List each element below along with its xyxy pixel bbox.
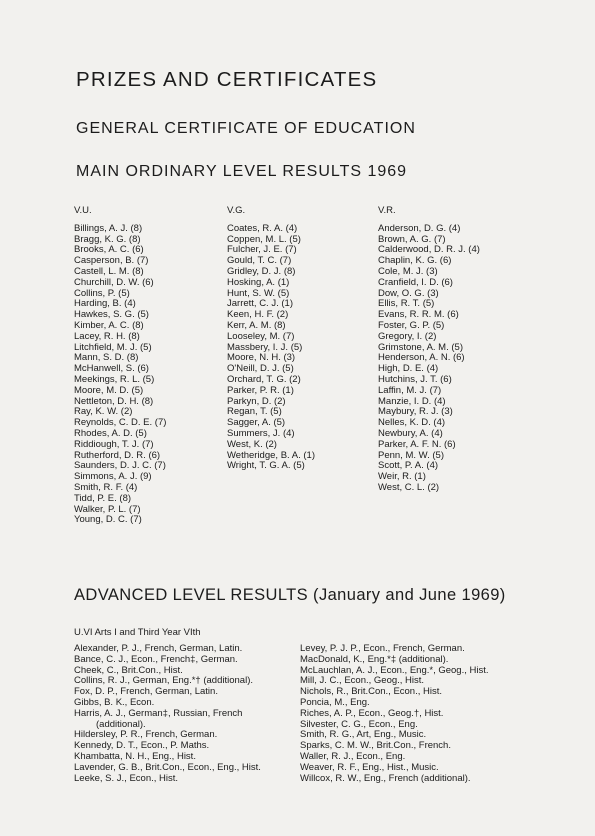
list-item: Rutherford, D. R. (6) xyxy=(74,449,161,461)
name-list xyxy=(378,224,480,494)
list-item: Levey, P. J. P., Econ., French, German. xyxy=(300,643,465,654)
list-item: Riches, A. P., Econ., Geog.†, Hist. xyxy=(300,707,444,719)
form-column-vr xyxy=(378,206,480,494)
list-item: Gibbs, B. K., Econ. xyxy=(74,696,155,708)
list-item: Willcox, R. W., Eng., French (additional). xyxy=(300,772,471,784)
list-item: Lavender, G. B., Brit.Con., Econ., Eng., Hist. xyxy=(74,761,261,773)
list-item: Nichols, R., Brit.Con., Econ., Hist. xyxy=(300,686,443,698)
list-item: Smith, R. F. (4) xyxy=(74,481,138,493)
list-item: Simmons, A. J. (9) xyxy=(74,471,152,483)
list-item: Grimstone, A. M. (5) xyxy=(378,341,463,353)
list-item: Coates, R. A. (4) xyxy=(227,222,298,234)
list-item: MacDonald, K., Eng.*‡ (additional). xyxy=(300,653,449,665)
list-item: Calderwood, D. R. J. (4) xyxy=(378,244,480,256)
list-item: Castell, L. M. (8) xyxy=(74,265,144,277)
name-list xyxy=(227,224,315,472)
list-item: Rhodes, A. D. (5) xyxy=(74,427,147,439)
list-item: Leeke, S. J., Econ., Hist. xyxy=(74,772,179,784)
list-item: Harding, B. (4) xyxy=(74,298,136,310)
list-item: Parkyn, D. (2) xyxy=(227,395,286,407)
list-item: Regan, T. (5) xyxy=(227,406,282,418)
list-item: Mann, S. D. (8) xyxy=(74,352,139,364)
list-item: Evans, R. R. M. (6) xyxy=(378,309,459,321)
form-column-vg xyxy=(227,206,315,472)
list-item: Penn, M. W. (5) xyxy=(378,449,444,461)
name-list xyxy=(74,224,166,526)
list-item: O'Neill, D. J. (5) xyxy=(227,363,294,375)
list-item: Walker, P. L. (7) xyxy=(74,503,141,515)
list-item: Churchill, D. W. (6) xyxy=(74,276,154,288)
list-item: Kimber, A. C. (8) xyxy=(74,319,144,331)
list-item: Henderson, A. N. (6) xyxy=(378,352,465,364)
list-item: Hunt, S. W. (5) xyxy=(227,287,290,299)
list-item: Mill, J. C., Econ., Geog., Hist. xyxy=(300,675,425,687)
list-item: Laffin, M. J. (7) xyxy=(378,384,442,396)
list-item: Nettleton, D. H. (8) xyxy=(74,395,154,407)
list-item: Meekings, R. L. (5) xyxy=(74,373,155,385)
list-item: Reynolds, C. D. E. (7) xyxy=(74,417,167,429)
list-item: Young, D. C. (7) xyxy=(74,514,142,526)
page-subtitle: GENERAL CERTIFICATE OF EDUCATION xyxy=(76,120,416,137)
list-item: Parker, A. F. N. (6) xyxy=(378,438,456,450)
list-item: Cole, M. J. (3) xyxy=(378,265,438,277)
list-item: Poncia, M., Eng. xyxy=(300,696,370,708)
advanced-level-subheading: U.VI Arts I and Third Year VIth xyxy=(74,627,201,638)
list-item: Hildersley, P. R., French, German. xyxy=(74,729,218,741)
list-item: Scott, P. A. (4) xyxy=(378,460,439,472)
form-column-vu xyxy=(74,206,166,526)
list-item: Sparks, C. M. W., Brit.Con., French. xyxy=(300,740,451,752)
list-item: Tidd, P. E. (8) xyxy=(74,492,132,504)
list-item: Collins, P. (5) xyxy=(74,287,130,299)
list-item: Harris, A. J., German‡, Russian, French (additional). xyxy=(74,707,243,730)
list-item: Orchard, T. G. (2) xyxy=(227,373,301,385)
list-item: Foster, G. P. (5) xyxy=(378,319,445,331)
list-item: Maybury, R. J. (3) xyxy=(378,406,453,418)
list-item: Coppen, M. L. (5) xyxy=(227,233,301,245)
page-title: PRIZES AND CERTIFICATES xyxy=(76,68,378,91)
list-item: Jarrett, C. J. (1) xyxy=(227,298,293,310)
list-item: Ellis, R. T. (5) xyxy=(378,298,435,310)
list-item: Sagger, A. (5) xyxy=(227,417,286,429)
list-item: McLauchlan, A. J., Econ., Eng.*, Geog., Hist. xyxy=(300,664,489,676)
list-item: Summers, J. (4) xyxy=(227,427,295,439)
list-item: Dow, O. G. (3) xyxy=(378,287,439,299)
list-item: Khambatta, N. H., Eng., Hist. xyxy=(74,750,196,762)
list-item: Hutchins, J. T. (6) xyxy=(378,373,452,385)
list-item: Cranfield, I. D. (6) xyxy=(378,276,453,288)
list-item: Massbery, I. J. (5) xyxy=(227,341,303,353)
list-item: Parker, P. R. (1) xyxy=(227,384,294,396)
list-item: West, K. (2) xyxy=(227,438,277,450)
list-item: Riddiough, T. J. (7) xyxy=(74,438,154,450)
list-item: Brown, A. G. (7) xyxy=(378,233,446,245)
list-item: Cheek, C., Brit.Con., Hist. xyxy=(74,664,183,676)
list-item: Casperson, B. (7) xyxy=(74,255,149,267)
list-item: Weir, R. (1) xyxy=(378,471,426,483)
advanced-level-heading: ADVANCED LEVEL RESULTS (January and June 1969) xyxy=(74,586,506,604)
list-item: Gregory, I. (2) xyxy=(378,330,437,342)
list-item: Wetheridge, B. A. (1) xyxy=(227,449,316,461)
list-item: Anderson, D. G. (4) xyxy=(378,222,461,234)
list-item: Billings, A. J. (8) xyxy=(74,222,143,234)
list-item: Kerr, A. M. (8) xyxy=(227,319,286,331)
list-item: Gould, T. C. (7) xyxy=(227,255,292,267)
list-item: Gridley, D. J. (8) xyxy=(227,265,296,277)
ordinary-level-heading: MAIN ORDINARY LEVEL RESULTS 1969 xyxy=(76,163,408,180)
list-item: Smith, R. G., Art, Eng., Music. xyxy=(300,729,427,741)
list-item: Keen, H. F. (2) xyxy=(227,309,289,321)
list-item: Kennedy, D. T., Econ., P. Maths. xyxy=(74,740,210,752)
list-item: Looseley, M. (7) xyxy=(227,330,295,342)
list-item: West, C. L. (2) xyxy=(378,481,440,493)
list-item: Brooks, A. C. (6) xyxy=(74,244,144,256)
list-item: High, D. E. (4) xyxy=(378,363,439,375)
list-item: Fox, D. P., French, German, Latin. xyxy=(74,686,218,698)
list-item: Manzie, I. D. (4) xyxy=(378,395,446,407)
list-item: Bragg, K. G. (8) xyxy=(74,233,141,245)
advanced-results-left xyxy=(74,644,294,784)
list-item: Waller, R. J., Econ., Eng. xyxy=(300,750,406,762)
list-item: McHanwell, S. (6) xyxy=(74,363,149,375)
list-item: Alexander, P. J., French, German, Latin. xyxy=(74,643,243,654)
list-item: Hawkes, S. G. (5) xyxy=(74,309,149,321)
list-item: Bance, C. J., Econ., French‡, German. xyxy=(74,653,238,665)
list-item: Chaplin, K. G. (6) xyxy=(378,255,452,267)
list-item: Moore, M. D. (5) xyxy=(74,384,144,396)
list-item: Wright, T. G. A. (5) xyxy=(227,460,305,472)
column-header: V.R. xyxy=(378,205,396,216)
advanced-results-right xyxy=(300,644,540,784)
list-item: Ray, K. W. (2) xyxy=(74,406,133,418)
list-item: Fulcher, J. E. (7) xyxy=(227,244,297,256)
list-item: Newbury, A. (4) xyxy=(378,427,443,439)
list-item: Moore, N. H. (3) xyxy=(227,352,296,364)
column-header: V.U. xyxy=(74,205,92,216)
list-item: Silvester, C. G., Econ., Eng. xyxy=(300,718,418,730)
list-item: Lacey, R. H. (8) xyxy=(74,330,140,342)
list-item: Collins, R. J., German, Eng.*† (additional). xyxy=(74,675,253,687)
list-item: Saunders, D. J. C. (7) xyxy=(74,460,166,472)
list-item: Hosking, A. (1) xyxy=(227,276,290,288)
list-item: Litchfield, M. J. (5) xyxy=(74,341,152,353)
column-header: V.G. xyxy=(227,205,246,216)
list-item: Nelles, K. D. (4) xyxy=(378,417,446,429)
list-item: Weaver, R. F., Eng., Hist., Music. xyxy=(300,761,439,773)
